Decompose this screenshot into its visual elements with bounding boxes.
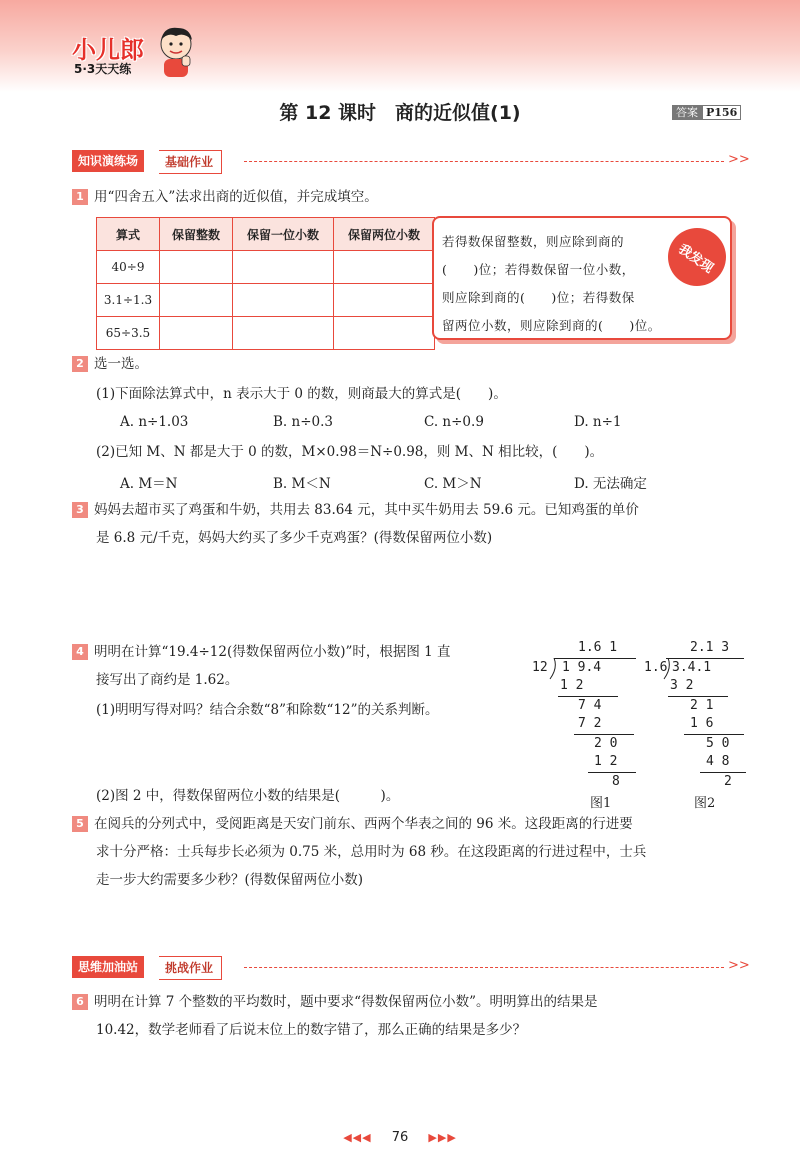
q6-number: 6 [72,994,88,1010]
q2-p2-option-c[interactable]: C. M＞N [424,476,482,492]
q1-prompt [72,183,378,211]
q4-prompt [72,638,451,666]
discover-line: 若得数保留整数，则应除到商的 [442,234,625,249]
q4-part1: (1)明明写得对吗？结合余数“8”和除数“12”的关系判断。 [96,702,439,718]
fig1-step: 7 4 [578,698,602,713]
double-chevron-icon: >> [728,958,750,973]
right-arrows-icon: ▶▶▶ [428,1131,457,1144]
fig1-step: 1 2 [594,754,618,769]
q2-p1-option-c[interactable]: C. n÷0.9 [424,414,484,430]
q5-line2: 求十分严格：士兵每步长必须为 0.75 米，总用时为 68 秒。在这段距离的行进过程中，士兵 [96,844,647,860]
answer-cell[interactable] [233,317,334,350]
fig2-step: 2 [724,774,732,789]
answer-cell[interactable] [160,317,233,350]
answer-label: 答案 [672,105,702,120]
fig2-dividend: 3.4.1 [672,660,712,675]
row-expression: 3.1÷1.3 [97,284,160,317]
q4-part2: (2)图 2 中，得数保留两位小数的结果是( )。 [96,788,400,804]
fig2-caption: 图2 [694,796,716,811]
fig2-step: 3 2 [670,678,694,693]
q2-p1-option-d[interactable]: D. n÷1 [574,414,622,430]
q4-line1: 明明在计算“19.4÷12(得数保留两位小数)”时，根据图 1 直 [94,644,451,660]
left-arrows-icon: ◀◀◀ [343,1131,372,1144]
header-cell: 保留两位小数 [334,218,435,251]
fig2-step: 1 6 [690,716,714,731]
subtraction-line [668,696,728,697]
fig2-step: 2 1 [690,698,714,713]
answer-cell[interactable] [233,251,334,284]
brand-series: 5·3天天练 [74,62,132,76]
q5-line3: 走一步大约需要多少秒？(得数保留两位小数) [96,872,364,888]
q2-prompt [72,350,148,378]
fig2-quotient: 2.1 3 [690,640,730,655]
q2-p2-option-d[interactable]: D. 无法确定 [574,476,647,492]
answer-reference [672,104,741,120]
header-cell: 保留一位小数 [233,218,334,251]
table-row [97,284,435,317]
section-divider [244,967,724,968]
subtraction-line [574,734,634,735]
fig1-divisor: 12 [532,660,548,675]
fig1-quotient: 1.6 1 [578,640,618,655]
division-bracket-icon [548,658,558,680]
answer-cell[interactable] [334,317,435,350]
q5-prompt [72,810,772,838]
double-chevron-icon: >> [728,152,750,167]
q3-line1: 妈妈去超市买了鸡蛋和牛奶，共用去 83.64 元，其中买牛奶用去 59.6 元。已知鸡蛋的单价 [94,502,639,518]
division-bar [554,658,636,659]
q1-text: 用“四舍五入”法求出商的近似值，并完成填空。 [94,189,378,205]
fig1-caption: 图1 [590,796,612,811]
table-header-row [97,218,435,251]
discover-tag: 我发现 [657,217,738,298]
answer-cell[interactable] [160,284,233,317]
table-row [97,317,435,350]
discover-line: 留两位小数，则应除到商的( )位。 [442,318,661,333]
page-footer [0,1130,800,1145]
subtraction-line [588,772,636,773]
q3-line2: 是 6.8 元/千克，妈妈大约买了多少千克鸡蛋？(得数保留两位小数) [96,530,493,546]
q3-prompt [72,496,762,524]
discover-line: 则应除到商的( )位；若得数保 [442,290,635,305]
section-challenge [72,956,750,978]
section-divider [244,161,724,162]
subtraction-line [558,696,618,697]
section-basic-sub: 基础作业 [159,150,222,174]
figure-1-division [530,640,640,810]
subtraction-line [684,734,744,735]
fig2-step: 4 8 [706,754,730,769]
answer-cell[interactable] [334,251,435,284]
answer-cell[interactable] [334,284,435,317]
q6-prompt [72,988,772,1016]
section-basic-label: 知识演练场 [72,150,144,172]
q5-number: 5 [72,816,88,832]
division-bar [666,658,744,659]
q6-line1: 明明在计算 7 个整数的平均数时，题中要求“得数保留两位小数”。明明算出的结果是 [94,994,598,1010]
section-challenge-label: 思维加油站 [72,956,144,978]
q2-part1: (1)下面除法算式中，n 表示大于 0 的数，则商最大的算式是( )。 [96,386,507,402]
q3-number: 3 [72,502,88,518]
answer-cell[interactable] [160,251,233,284]
fig1-step: 7 2 [578,716,602,731]
q6-line2: 10.42，数学老师看了后说末位上的数字错了，那么正确的结果是多少？ [96,1022,527,1038]
brand-logo: 小儿郎 [72,36,144,64]
row-expression: 65÷3.5 [97,317,160,350]
fig2-divisor: 1.6 [644,660,668,675]
q2-text: 选一选。 [94,356,148,372]
mascot-icon [152,22,200,80]
subtraction-line [700,772,746,773]
table-row [97,251,435,284]
figure-2-division [644,640,754,810]
section-challenge-sub: 挑战作业 [159,956,222,980]
fig1-dividend: 1 9.4 [562,660,602,675]
q2-p1-option-b[interactable]: B. n÷0.3 [273,414,333,430]
q2-p1-option-a[interactable]: A. n÷1.03 [120,414,189,430]
answer-cell[interactable] [233,284,334,317]
fig2-step: 5 0 [706,736,730,751]
header-cell: 保留整数 [160,218,233,251]
q1-number: 1 [72,189,88,205]
division-bracket-icon [662,658,672,680]
fig1-step: 2 0 [594,736,618,751]
page-title: 第 12 课时 商的近似值(1) [279,102,521,124]
answer-page: P156 [702,105,741,120]
q2-part2: (2)已知 M、N 都是大于 0 的数，M×0.98＝N÷0.98，则 M、N 相比较，( )。 [96,444,604,460]
q4-line2: 接写出了商约是 1.62。 [96,672,239,688]
q2-p2-option-a[interactable]: A. M＝N [120,476,178,492]
fig1-step: 1 2 [560,678,584,693]
header-cell: 算式 [97,218,160,251]
discover-line: ( )位；若得数保留一位小数， [442,262,635,277]
q1-table [96,217,435,350]
row-expression: 40÷9 [97,251,160,284]
q2-number: 2 [72,356,88,372]
q4-number: 4 [72,644,88,660]
q5-line1: 在阅兵的分列式中，受阅距离是天安门前东、西两个华表之间的 96 米。这段距离的行进要 [94,816,633,832]
section-basic [72,150,750,172]
page-number: 76 [391,1130,409,1145]
q2-p2-option-b[interactable]: B. M＜N [273,476,331,492]
fig1-step: 8 [612,774,620,789]
